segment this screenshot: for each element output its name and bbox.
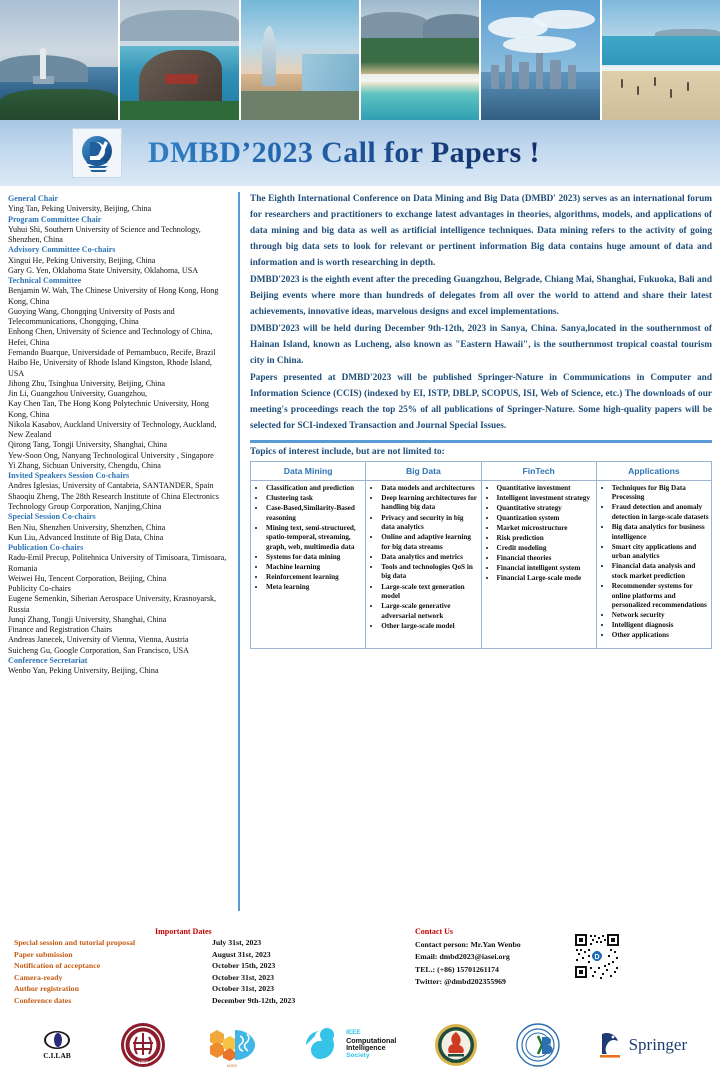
photo-person [654, 77, 656, 86]
contact-telephone: TEL.: (+86) 15701261174 [415, 964, 499, 974]
topics-table-header-row [251, 461, 712, 480]
cib-institute-logo [516, 1023, 560, 1067]
svg-text:USTC: USTC [450, 1058, 462, 1064]
topics-table [250, 461, 712, 649]
topic-item: • Quantitative investment [497, 484, 594, 494]
topics-column-cell [366, 480, 481, 648]
committee-member: Suicheng Gu, Google Corporation, San Francisco, USA [8, 645, 189, 655]
important-date-value: July 31st, 2023 [212, 938, 262, 947]
conference-abstract [250, 192, 712, 435]
topic-item: • Data models and architectures [381, 484, 478, 494]
photo-water [481, 89, 599, 120]
topic-item: • Systems for data mining [266, 553, 363, 563]
abstract-paragraph: Papers presented at DMBD'2023 will be published Springer-Nature in Communications in Computer and Information Science (CCIS) (indexed by EI, ISTP, DBLP, SCOPUS, ISI, Web of Science, etc.) The downloads of our meeting's proceedings reach the top 25% of all publications of Springer-Nature. Some high-quality papers will be selected for SCI-indexed Transaction and Journal Special Issues. [250, 372, 712, 431]
title-banner [0, 120, 720, 186]
ci-lab-logo [33, 1024, 81, 1066]
header-photo-sanya-beach-visitors [602, 0, 720, 120]
committee-member: Nikola Kasabov, Auckland University of Technology, Auckland, New Zealand [8, 419, 217, 440]
topics-intro: Topics of interest include, but are not limited to: [250, 446, 445, 457]
main-content [244, 186, 720, 921]
iasei-brain-logo [204, 1022, 260, 1068]
committee-member: Shaoqiu Zheng, The 28th Research Institute of China Electronics Technology Group Corporation, Nanjing,China [8, 491, 219, 511]
committee-member: Weiwei Hu, Tencent Corporation, Beijing, China [8, 573, 167, 583]
ustc-logo [434, 1023, 478, 1067]
important-date-value: October 15th, 2023 [212, 961, 276, 971]
topics-column-cell [481, 480, 596, 648]
photo-sea [602, 36, 720, 67]
header-photo-tianya-haijiao-rock [120, 0, 238, 120]
topic-item: • Reinforcement learning [266, 573, 363, 583]
topics-table-row [251, 480, 712, 648]
topic-item: • Meta learning [266, 583, 363, 593]
svg-text:1898: 1898 [137, 1060, 148, 1066]
committee-role-heading: General Chair [8, 194, 59, 203]
contact-person: Contact person: Mr.Yan Wenbo [415, 940, 521, 949]
topic-item: • Financial Large-scale mode [497, 574, 594, 584]
photo-cloud [503, 36, 576, 53]
topic-item: • Network security [612, 611, 709, 621]
committee-member: Jin Li, Guangzhou University, Guangzhou, [8, 389, 148, 399]
wechat-qr-code-icon[interactable] [573, 932, 621, 980]
header-photo-resort-bay-aerial [361, 0, 479, 120]
committee-member: Wenbo Yan, Peking University, Beijing, China [8, 666, 159, 676]
topic-item: • Financial data analysis and stock market prediction [612, 562, 709, 581]
header-photo-strip [0, 0, 720, 120]
svg-text:D: D [594, 954, 600, 961]
committee-member: Benjamin W. Wah, The Chinese University of Hong Kong, Hong Kong, China [8, 286, 219, 306]
photo-building [536, 53, 543, 89]
abstract-paragraph: The Eighth International Conference on Data Mining and Big Data (DMBD' 2023) serves as an international forum for researchers and practitioners to exchange latest advantages in theories, algorithms, models, and applications of data mining and big data as well as artificial intelligence techniques. Data mining refers to the activity of going through big data sets to look for relevant or pertinent information Big data contains huge amount of data and information and is worth researching in depth. [250, 194, 712, 268]
topic-item: • Large-scale generative adversarial network [381, 602, 478, 621]
important-date-label: Special session and tutorial proposal [14, 938, 136, 947]
photo-person [670, 89, 672, 98]
photo-mountain-ridge [120, 10, 238, 41]
topic-item: • Market microstructure [497, 524, 594, 534]
important-dates-labels [14, 937, 135, 1007]
topic-item: • Intelligent diagnosis [612, 621, 709, 631]
committee-member: Xingui He, Peking University, Beijing, China [8, 255, 156, 265]
committee-member: Haibo He, University of Rhode Island Kingston, Rhode Island, USA [8, 358, 212, 378]
photo-tower [262, 26, 276, 86]
topic-item: • Clustering task [266, 494, 363, 504]
photo-person [687, 82, 689, 91]
dmbd-conference-logo-icon [72, 128, 122, 178]
ieee-computational-intelligence-society-logo: IEEE Computational Intelligence Society [298, 1025, 396, 1065]
committee-member: Kay Chen Tan, The Hong Kong Polytechnic University, Hong Kong, China [8, 399, 209, 419]
photo-city [241, 91, 359, 120]
topics-column-cell [596, 480, 711, 648]
topics-column-header: Data Mining [251, 461, 366, 480]
topic-item: • Case-Based,Similarity-Based reasoning [266, 504, 363, 523]
committee-member: Kun Liu, Advanced Institute of Big Data, China [8, 532, 164, 542]
contact-block [415, 927, 521, 988]
poster-body [0, 186, 720, 921]
peking-university-logo [119, 1021, 167, 1069]
abstract-paragraph: DMBD'2023 will be held during December 9th-12th, 2023 in Sanya, China. Sanya,located in the southernmost of Hainan Island, known as Lucheng, also known as "Eastern Hawaii", is the southernmost tropical coastal tourism city in China. [250, 323, 712, 366]
committee-member: Publicity Co-chairs [8, 584, 71, 594]
photo-building [568, 65, 576, 89]
important-dates-title: Important Dates [155, 927, 212, 936]
committee-member: Andres Iglesias, University of Cantabria, SANTANDER, Spain [8, 481, 214, 491]
committee-member: Yi Zhang, Sichuan University, Chengdu, China [8, 460, 161, 470]
committee-member: Finance and Registration Chairs [8, 625, 113, 635]
photo-mountain-left [361, 12, 430, 38]
photo-building [519, 62, 528, 88]
topics-column-cell [251, 480, 366, 648]
topic-item: • Financial intelligent system [497, 564, 594, 574]
photo-foreground-vegetation [120, 101, 238, 120]
committee-member: Junqi Zhang, Tongji University, Shanghai, China [8, 614, 167, 624]
contact-email[interactable]: Email: dmbd2023@iasei.org [415, 952, 510, 962]
committee-role-heading: Special Session Co-chairs [8, 512, 96, 522]
topic-item: • Financial theories [497, 554, 594, 564]
committee-role-heading: Conference Secretariat [8, 655, 88, 665]
topic-item: • Large-scale text generation model [381, 583, 478, 602]
vertical-divider [238, 192, 240, 911]
committee-sidebar [0, 186, 238, 921]
topic-item: • Deep learning architectures for handling big data [381, 494, 478, 513]
photo-person [637, 86, 639, 95]
page-title: DMBD’2023 Call for Papers ! [148, 136, 540, 169]
photo-sea [302, 54, 359, 95]
important-date-label: Paper submission [14, 949, 73, 959]
photo-rock-inscription [165, 74, 198, 84]
topic-item: • Quantitative strategy [497, 504, 594, 514]
springer-logo [598, 1030, 688, 1060]
photo-surf-line [361, 74, 479, 81]
svg-text:C.I.LAB: C.I.LAB [43, 1050, 71, 1060]
topic-item: • Classification and prediction [266, 484, 363, 494]
topic-item: • Privacy and security in big data analytics [381, 514, 478, 533]
header-photo-sanya-bay-tower-dusk [241, 0, 359, 120]
section-divider [250, 440, 712, 443]
committee-member: Guoying Wang, Chongqing University of Posts and Telecommunications, Chongqing, China [8, 306, 175, 327]
photo-surf-line [602, 65, 720, 71]
abstract-paragraph: DMBD'2023 is the eighth event after the preceding Guangzhou, Belgrade, Chiang Mai, Shanghai, Fukuoka, Bali and Beijing events where more than hundreds of delegates from all over the world to attend and share their latest achievements, innovative ideas, marvelous designs and excel implementations. [250, 274, 712, 317]
topics-column-header: FinTech [481, 461, 596, 480]
topic-item: • Machine learning [266, 563, 363, 573]
photo-person [621, 79, 623, 88]
photo-bay [361, 26, 479, 120]
sponsor-logo-strip [0, 1013, 720, 1076]
committee-member: Yuhui Shi, Southern University of Science and Technology, Shenzhen, China [8, 224, 201, 245]
committee-member: Eugene Semenkin, Siberian Aerospace University, Krasnoyarsk, Russia [8, 594, 217, 614]
photo-building [550, 60, 561, 89]
topic-item: • Quantization system [497, 514, 594, 524]
photo-building [491, 65, 499, 89]
topic-item: • Online and adaptive learning for big data streams [381, 533, 478, 552]
topics-column-header: Big Data [366, 461, 481, 480]
svg-text:IASEI: IASEI [227, 1062, 238, 1068]
committee-member: Yew-Soon Ong, Nanyang Technological University , Singapore [8, 450, 214, 460]
committee-member: Ying Tan, Peking University, Beijing, China [8, 204, 152, 214]
photo-cloud [533, 10, 595, 29]
topics-column-header: Applications [596, 461, 711, 480]
header-photo-nanshan-guanyin-statue [0, 0, 118, 120]
important-date-value: October 31st, 2023 [212, 972, 275, 982]
topic-item: • Risk prediction [497, 534, 594, 544]
committee-role-heading: Program Committee Chair [8, 214, 102, 224]
important-date-value: October 31st, 2023 [212, 984, 275, 994]
committee-role-heading: Advisory Committee Co-chairs [8, 245, 116, 255]
committee-role-heading: Technical Committee [8, 276, 82, 286]
important-date-label: Author registration [14, 984, 79, 994]
topic-item: • Tools and technologies QoS in big data [381, 563, 478, 582]
topic-item: • Mining text, semi-structured, spatio-temporal, streaming, graph, web, multimedia data [266, 524, 363, 553]
important-date-label: Conference dates [14, 996, 72, 1006]
photo-building [505, 55, 512, 89]
photo-foreground-vegetation [0, 89, 118, 120]
topic-item: • Credit modeling [497, 544, 594, 554]
committee-member: Radu-Emil Precup, Politehnica University of Timisoara, Timisoara, Romania [8, 553, 227, 573]
committee-member: Gary G. Yen, Oklahoma State University, Oklahoma, USA [8, 265, 199, 275]
topic-item: • Data analytics and metrics [381, 553, 478, 563]
important-date-value: December 9th-12th, 2023 [212, 996, 296, 1006]
topic-item: • Smart city applications and urban analytics [612, 543, 709, 562]
important-date-label: Camera-ready [14, 972, 63, 982]
topic-item: • Techniques for Big Data Processing [612, 484, 709, 503]
committee-member: Andreas Janecek, University of Vienna, Vienna, Austria [8, 635, 189, 645]
important-date-label: Notification of acceptance [14, 961, 101, 971]
photo-mountain-right [423, 14, 480, 38]
springer-wordmark: Springer [628, 1034, 688, 1054]
topic-item: • Intelligent investment strategy [497, 494, 594, 504]
committee-member: Ben Niu, Shenzhen University, Shenzhen, China [8, 522, 166, 532]
header-photo-sanya-city-skyline [481, 0, 599, 120]
committee-member: Enhong Chen, University of Science and Technology of China, Hefei, China [8, 327, 213, 347]
topic-item: • Other applications [612, 631, 709, 641]
committee-member: Qirong Tang, Tongji University, Shanghai, China [8, 440, 168, 450]
topic-item: • Fraud detection and anomaly detection in large-scale datasets [612, 503, 709, 522]
important-date-value: August 31st, 2023 [212, 949, 271, 959]
topic-item: • Big data analytics for business intelligence [612, 523, 709, 542]
contact-twitter[interactable]: Twitter: @dmbd202355969 [415, 976, 506, 986]
photo-statue [40, 48, 46, 79]
topic-item: • Other large-scale model [381, 622, 478, 632]
topic-item: • Recommender systems for online platforms and personalized recommendations [612, 582, 709, 611]
committee-member: Jihong Zhu, Tsinghua University, Beijing, China [8, 378, 166, 388]
contact-title: Contact Us [415, 927, 453, 936]
committee-member: Fernando Buarque, Universidade of Pernambuco, Recife, Brazil [8, 347, 216, 357]
committee-role-heading: Invited Speakers Session Co-chairs [8, 471, 130, 481]
committee-role-heading: Publication Co-chairs [8, 543, 84, 553]
important-dates-values [212, 937, 295, 1007]
